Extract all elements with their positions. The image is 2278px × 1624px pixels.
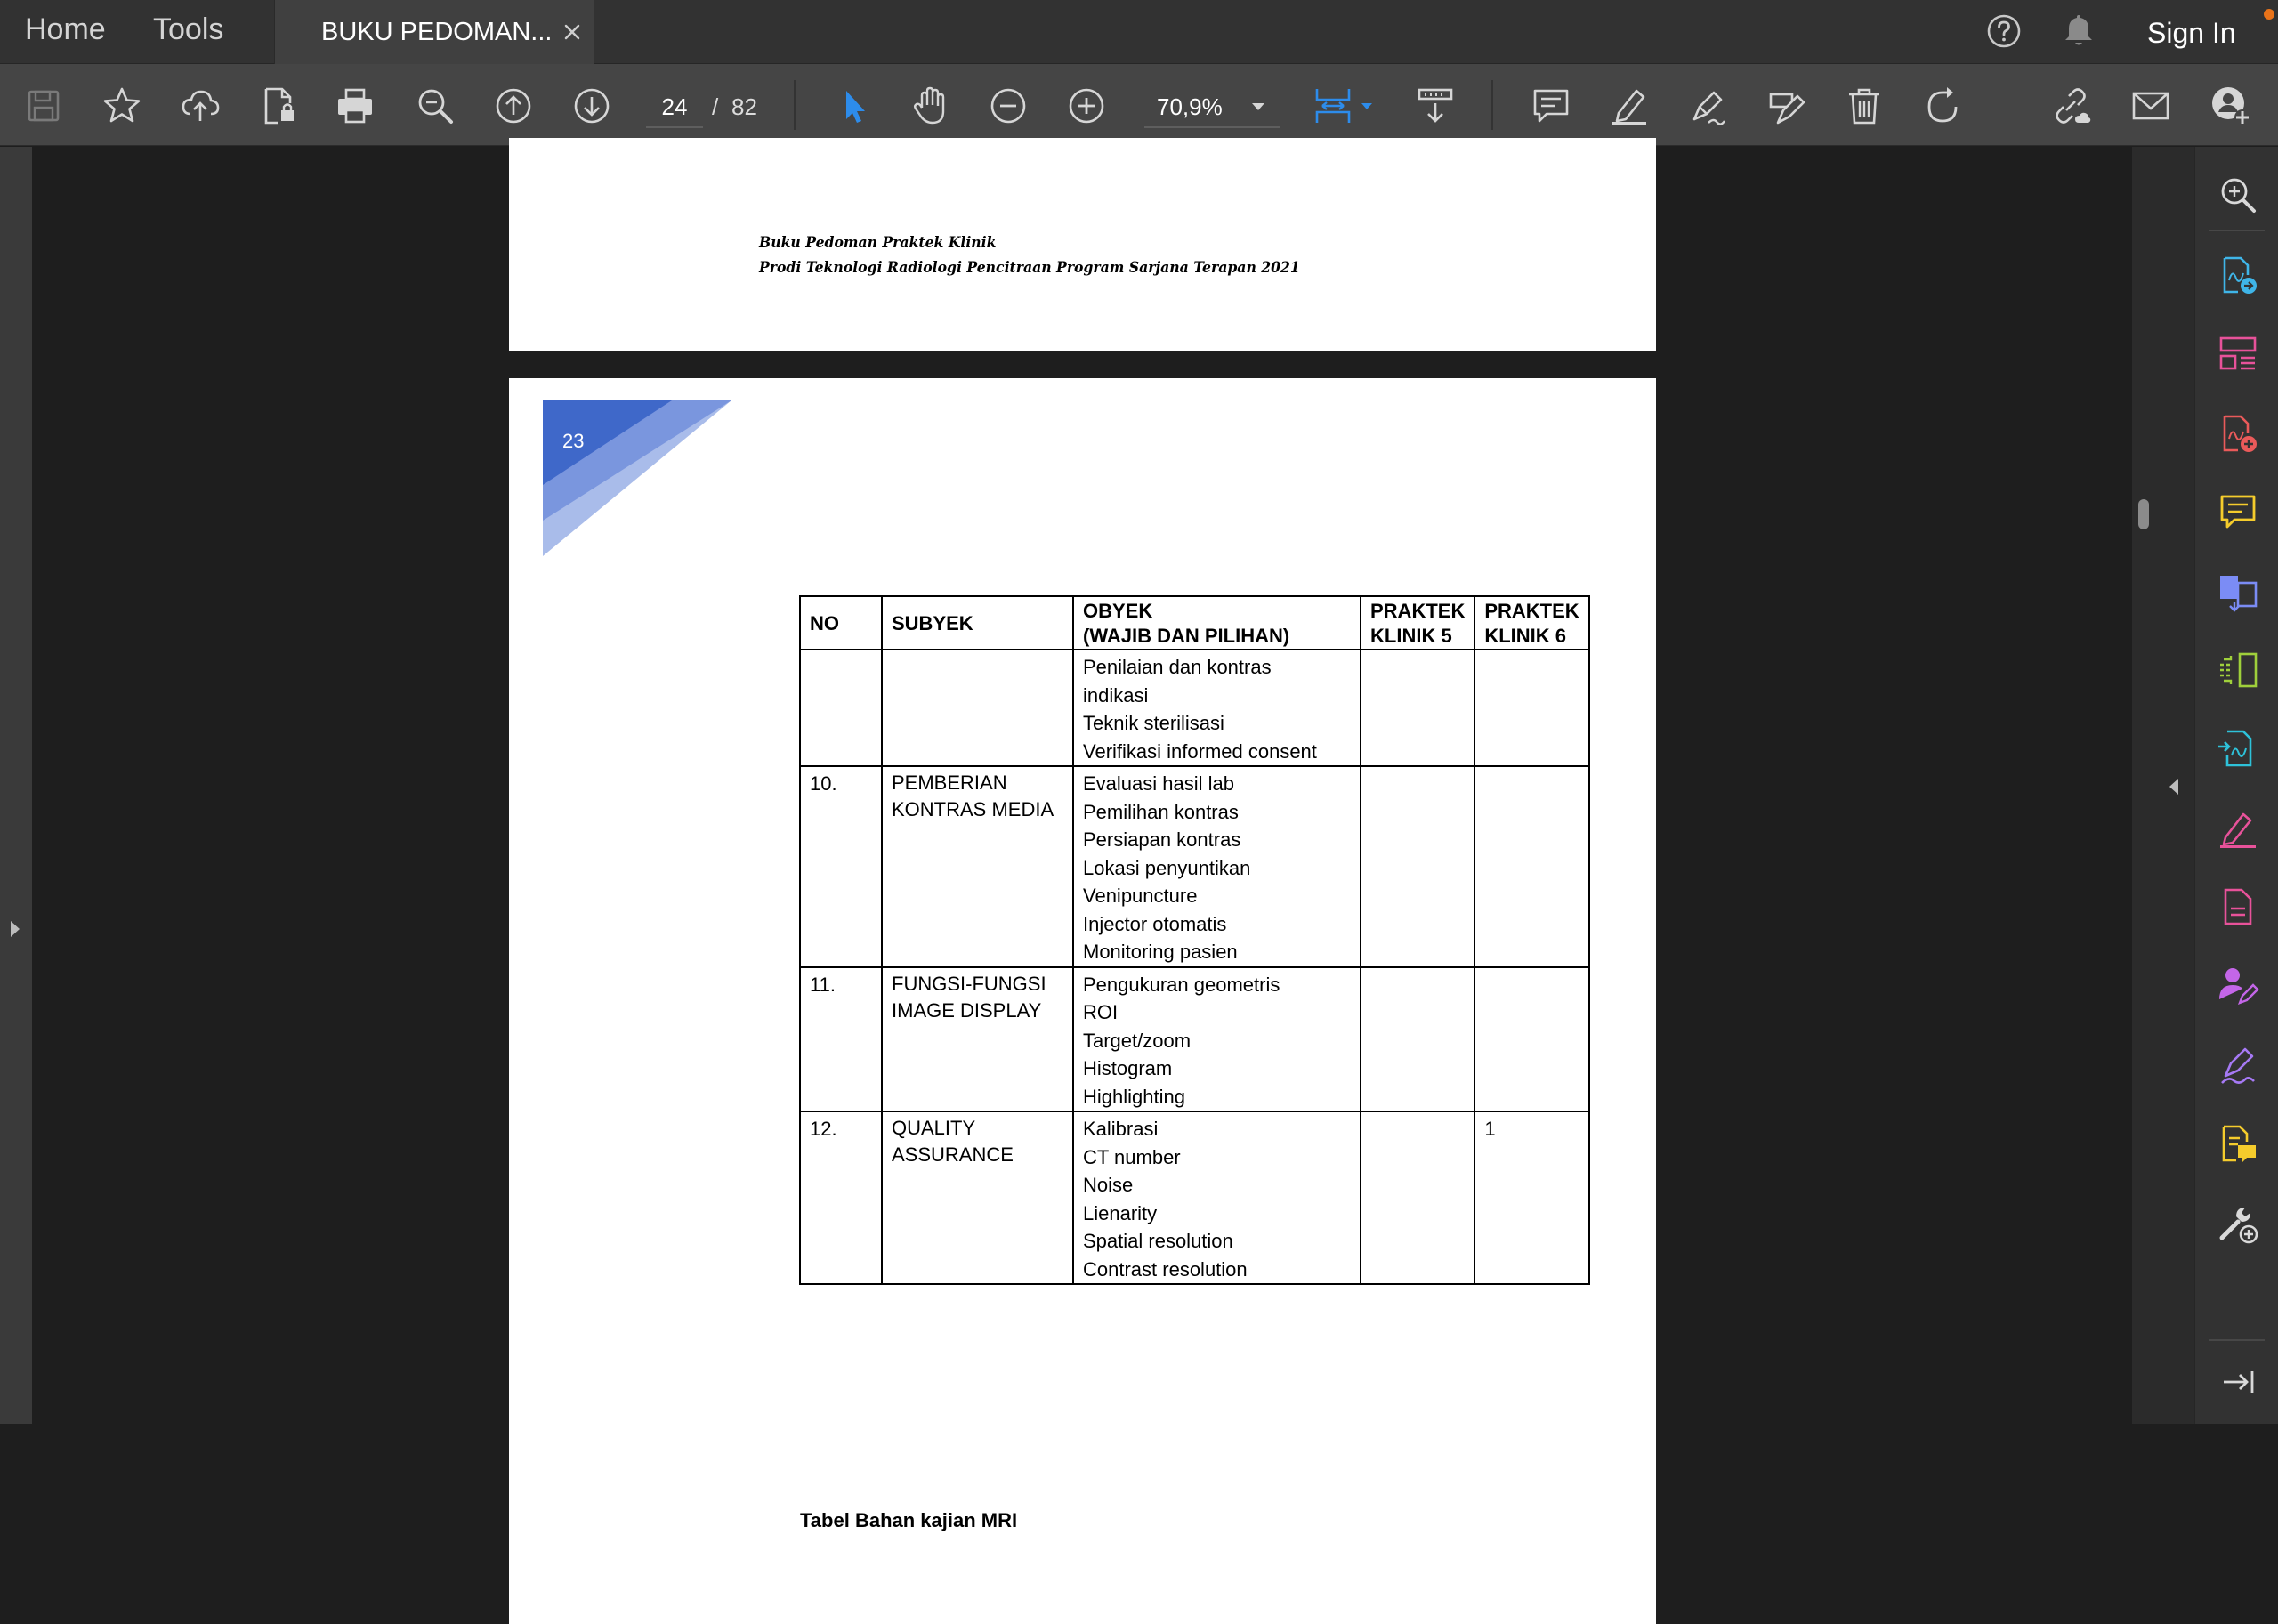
toolbar-divider xyxy=(794,80,796,130)
rotate-icon[interactable] xyxy=(1919,82,1967,130)
subyek-line: FUNGSI-FUNGSI xyxy=(892,972,1046,995)
header-praktek-6-line-2: KLINIK 6 xyxy=(1484,625,1567,647)
obyek-item: Highlighting xyxy=(1083,1085,1185,1108)
cell-subyek xyxy=(882,1111,1073,1284)
obyek-item: Injector otomatis xyxy=(1083,912,1227,935)
cell-subyek xyxy=(882,967,1073,1112)
panel-divider xyxy=(2209,230,2265,231)
obyek-item: Persiapan kontras xyxy=(1083,828,1241,851)
protect-file-icon[interactable] xyxy=(254,82,303,130)
next-page-icon[interactable] xyxy=(568,82,616,130)
hand-pan-icon[interactable] xyxy=(906,82,954,130)
header-obyek-line-1: OBYEK xyxy=(1083,600,1153,622)
tab-bar xyxy=(0,0,2278,64)
vertical-scrollbar[interactable] xyxy=(2132,147,2153,1424)
cell-praktek-6 xyxy=(1474,967,1588,1112)
table-caption: Tabel Bahan kajian MRI xyxy=(800,1509,1018,1531)
obyek-item: Monitoring pasien xyxy=(1083,941,1238,963)
collapse-panel-icon[interactable] xyxy=(2215,1359,2261,1405)
table-row xyxy=(800,766,1589,967)
obyek-item: Lokasi penyuntikan xyxy=(1083,856,1251,879)
previous-page-icon[interactable] xyxy=(489,82,537,130)
add-user-icon[interactable] xyxy=(2207,82,2255,130)
header-subyek: SUBYEK xyxy=(882,596,1073,650)
cell-praktek-5 xyxy=(1361,1111,1474,1284)
pdf-page-previous xyxy=(509,138,1656,351)
page-number-label: 23 xyxy=(562,430,585,452)
obyek-item: indikasi xyxy=(1083,683,1149,707)
subyek-line: IMAGE DISPLAY xyxy=(892,998,1042,1022)
enhance-scan-icon[interactable] xyxy=(2215,172,2261,218)
highlight-icon[interactable] xyxy=(1605,82,1653,130)
sign-document-icon[interactable] xyxy=(2215,1042,2261,1088)
cell-praktek-5 xyxy=(1361,766,1474,967)
header-praktek-5-line-2: KLINIK 5 xyxy=(1370,625,1452,647)
page-corner-decoration xyxy=(509,378,776,556)
page-header-line-2: Prodi Teknologi Radiologi Pencitraan Program Sarjana Terapan 2021 xyxy=(759,259,1300,277)
cell-obyek xyxy=(1073,967,1361,1112)
obyek-item: Lienarity xyxy=(1083,1201,1158,1224)
comment-icon[interactable] xyxy=(1527,82,1575,130)
scroll-mode-icon[interactable] xyxy=(1411,82,1459,130)
subyek-line: KONTRAS MEDIA xyxy=(892,798,1054,820)
tools-pane xyxy=(2194,147,2278,1424)
header-praktek-6-line-1: PRAKTEK xyxy=(1484,600,1579,622)
edit-text-icon[interactable] xyxy=(1762,82,1810,130)
obyek-item: Contrast resolution xyxy=(1083,1257,1248,1281)
tab-home[interactable]: Home xyxy=(25,12,106,46)
cell-subyek xyxy=(882,650,1073,766)
document-viewer[interactable] xyxy=(32,147,2132,1531)
table-row xyxy=(800,967,1589,1112)
fill-sign-icon[interactable] xyxy=(2215,805,2261,852)
cell-praktek-5 xyxy=(1361,650,1474,766)
obyek-item: Noise xyxy=(1083,1174,1134,1196)
pdf-page-current xyxy=(509,378,1656,1624)
header-obyek-line-2: (WAJIB DAN PILIHAN) xyxy=(1083,625,1290,647)
kajian-table xyxy=(799,595,1590,1285)
edit-pdf-icon[interactable] xyxy=(2215,884,2261,930)
total-pages: 82 xyxy=(731,93,757,120)
organize-pages-icon[interactable] xyxy=(2215,330,2261,376)
obyek-item: Evaluasi hasil lab xyxy=(1083,772,1234,795)
document-tab-label: BUKU PEDOMAN... xyxy=(321,18,553,46)
export-pdf-icon[interactable] xyxy=(2215,252,2261,298)
cell-praktek-6 xyxy=(1474,650,1588,766)
header-praktek-5 xyxy=(1361,596,1474,650)
tab-tools[interactable]: Tools xyxy=(153,12,224,46)
right-panel-toggle-strip xyxy=(2153,147,2194,1424)
cell-obyek xyxy=(1073,650,1361,766)
create-pdf-icon[interactable] xyxy=(2215,410,2261,456)
zoom-out-icon[interactable] xyxy=(984,82,1032,130)
comment-tool-icon[interactable] xyxy=(2215,489,2261,535)
header-praktek-5-line-1: PRAKTEK xyxy=(1370,600,1466,622)
page-header-line-1: Buku Pedoman Praktek Klinik xyxy=(759,234,997,252)
subyek-line: ASSURANCE xyxy=(892,1143,1014,1166)
fit-page-icon[interactable] xyxy=(1310,82,1381,130)
combine-files-icon[interactable] xyxy=(2215,569,2261,615)
zoom-level-value: 70,9% xyxy=(1157,93,1223,120)
scrollbar-thumb[interactable] xyxy=(2138,499,2149,529)
table-header-row xyxy=(800,596,1589,650)
email-icon[interactable] xyxy=(2127,82,2175,130)
bell-icon[interactable] xyxy=(2061,12,2096,49)
toolbar-divider xyxy=(1491,80,1493,130)
select-pointer-icon[interactable] xyxy=(829,82,877,130)
close-icon[interactable] xyxy=(561,21,583,43)
obyek-item: Spatial resolution xyxy=(1083,1230,1233,1252)
obyek-item: Venipuncture xyxy=(1083,885,1198,907)
cell-no: 10. xyxy=(800,766,882,967)
delete-icon[interactable] xyxy=(1840,82,1888,130)
cell-no xyxy=(800,650,882,766)
header-no: NO xyxy=(800,596,882,650)
request-signature-icon[interactable] xyxy=(2215,962,2261,1008)
cell-no: 11. xyxy=(800,967,882,1112)
cell-praktek-6: 1 xyxy=(1474,1111,1588,1284)
table-row xyxy=(800,1111,1589,1284)
table-row-continuation xyxy=(800,650,1589,766)
obyek-item: Histogram xyxy=(1083,1057,1173,1079)
cell-subyek xyxy=(882,766,1073,967)
cloud-upload-icon[interactable] xyxy=(176,82,224,130)
obyek-item: Pengukuran geometris xyxy=(1083,973,1280,996)
toolbar xyxy=(0,64,2278,146)
chevron-down-icon xyxy=(1251,101,1265,112)
print-icon[interactable] xyxy=(331,82,379,130)
page-separator: / xyxy=(712,93,719,120)
obyek-item: CT number xyxy=(1083,1145,1181,1168)
panel-divider xyxy=(2209,1339,2265,1341)
obyek-item: Kalibrasi xyxy=(1083,1118,1159,1140)
help-icon[interactable] xyxy=(1986,13,2022,49)
zoom-level-select[interactable] xyxy=(1144,85,1280,128)
share-link-icon[interactable] xyxy=(2047,82,2095,130)
cell-no: 12. xyxy=(800,1111,882,1284)
send-for-review-icon[interactable] xyxy=(2215,725,2261,772)
expand-left-panel-icon[interactable] xyxy=(9,919,21,939)
subyek-line: QUALITY xyxy=(892,1117,976,1139)
obyek-item: ROI xyxy=(1083,1001,1119,1023)
save-icon[interactable] xyxy=(20,82,68,130)
obyek-item: Teknik sterilisasi xyxy=(1083,712,1224,734)
sign-in-button[interactable]: Sign In xyxy=(2147,17,2236,49)
header-praktek-6 xyxy=(1474,596,1588,650)
cell-obyek xyxy=(1073,1111,1361,1284)
collapse-right-panel-icon[interactable] xyxy=(2168,777,2180,796)
compress-pdf-icon[interactable] xyxy=(2215,647,2261,693)
document-tab[interactable] xyxy=(274,0,594,65)
header-obyek xyxy=(1073,596,1361,650)
left-navigation-rail xyxy=(0,147,32,1424)
stamp-comment-icon[interactable] xyxy=(2215,1120,2261,1167)
zoom-in-icon[interactable] xyxy=(1062,82,1111,130)
cell-praktek-6 xyxy=(1474,766,1588,967)
notification-dot xyxy=(2264,9,2274,20)
page-number-input[interactable]: 24 xyxy=(646,85,703,128)
bookmark-star-icon[interactable] xyxy=(98,82,146,130)
sign-pen-icon[interactable] xyxy=(1684,82,1732,130)
zoom-search-icon[interactable] xyxy=(411,82,459,130)
obyek-item: Pemilihan kontras xyxy=(1083,800,1239,823)
obyek-item: Target/zoom xyxy=(1083,1029,1192,1052)
cell-obyek xyxy=(1073,766,1361,967)
obyek-item: Penilaian dan kontras xyxy=(1083,656,1272,678)
subyek-line: PEMBERIAN xyxy=(892,772,1007,794)
more-tools-icon[interactable] xyxy=(2215,1200,2261,1247)
obyek-item: Verifikasi informed consent xyxy=(1083,739,1317,763)
cell-praktek-5 xyxy=(1361,967,1474,1112)
